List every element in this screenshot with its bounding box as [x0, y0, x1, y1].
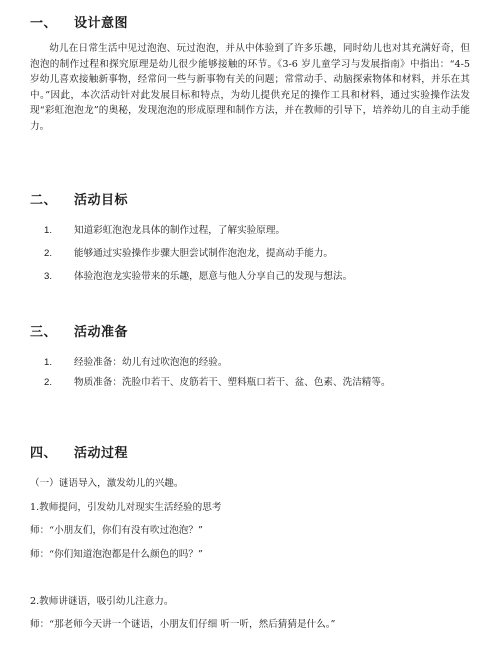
teacher-question: 师：“那老师今天讲一个谜语，小朋友们仔细 听一听，然后猜猜是什么。”: [30, 619, 336, 630]
process-step-heading: （一）谜语导入，激发幼儿的兴趣。: [30, 478, 184, 489]
section-title: 活动目标: [74, 193, 129, 208]
section-title: 活动过程: [74, 446, 129, 461]
design-intent-paragraph: 幼儿在日常生活中见过泡泡、玩过泡泡，并从中体验到了许多乐趣，同时幼儿也对其充满好奇，但泡泡的制作过程和探究原理是幼儿很少能够接触的环节。《3-6 岁儿童学习与发展指南》中指出：“4-5 岁幼儿喜欢接触新事物，经常问一些与新事物有关的问题；常常动手、动脑探索物体和材料，并乐在其中。”因此，本次活动针对此发展目标和特点，为幼儿提供充足的操作工具和材料，通过实验操作法发现“彩虹泡泡龙”的奥秘，发现泡泡的形成原理和制作方法，并在教师的引导下，培养幼儿的自主动手能力。: [30, 43, 470, 132]
section-heading-activity-goals: [30, 189, 128, 208]
section-number: 一、: [30, 16, 58, 31]
section-heading-design-intent: [30, 12, 128, 31]
goal-item: 1. 知道彩虹泡泡龙具体的制作过程，了解实验原理。: [44, 225, 286, 236]
process-substep: 2.教师讲谜语，吸引幼儿注意力。: [30, 596, 174, 607]
section-title: 活动准备: [74, 325, 129, 340]
teacher-question: 师：“你们知道泡泡都是什么颜色的吗？”: [30, 549, 203, 560]
teacher-question: 师：“小朋友们，你们有没有吹过泡泡？”: [30, 525, 203, 536]
goal-item: 3. 体验泡泡龙实验带来的乐趣，愿意与他人分享自己的发现与想法。: [44, 271, 353, 282]
prep-item: 1. 经验准备：幼儿有过吹泡泡的经验。: [44, 357, 228, 368]
section-heading-activity-process: [30, 442, 128, 461]
section-number: 三、: [30, 325, 58, 340]
section-number: 四、: [30, 446, 58, 461]
prep-item: 2. 物质准备：洗脸巾若干、皮筋若干、塑料瓶口若干、盆、色素、洗洁精等。: [44, 377, 391, 388]
section-number: 二、: [30, 193, 58, 208]
goal-item: 2. 能够通过实验操作步骤大胆尝试制作泡泡龙，提高动手能力。: [44, 248, 334, 259]
section-title: 设计意图: [74, 16, 129, 31]
section-heading-activity-prep: [30, 321, 128, 340]
process-substep: 1.教师提问，引发幼儿对现实生活经验的思考: [30, 502, 222, 513]
